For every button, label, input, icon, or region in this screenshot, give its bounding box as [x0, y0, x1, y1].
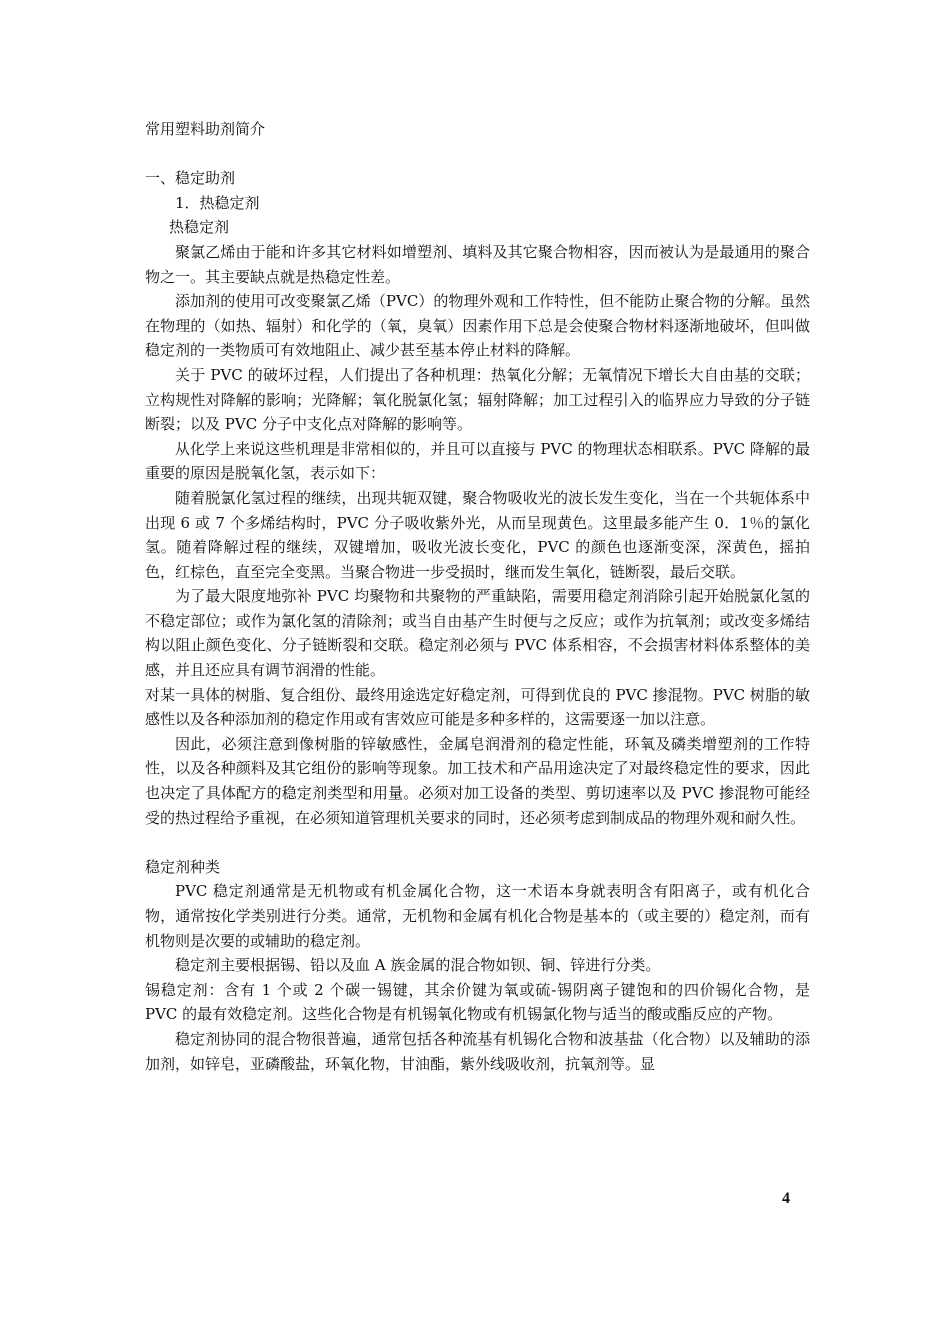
paragraph-11: 锡稳定剂：含有 1 个或 2 个碳一锡键，其余价键为氧或硫-锡阴离子键饱和的四价锡化合物，是 PVC 的最有效稳定剂。这些化合物是有机锡氧化物或有机锡氯化物与适当的酸或酯反应的产物。 — [145, 980, 810, 1024]
section-heading-stabilizers: 一、稳定助剂 — [145, 169, 236, 188]
page-number: 4 — [782, 1190, 790, 1207]
subsection-label-heat-stabilizer: 热稳定剂 — [169, 218, 230, 237]
paragraph-3: 关于 PVC 的破坏过程，人们提出了各种机理：热氧化分解；无氧情况下增长大自由基的交联；立构规性对降解的影响；光降解；氧化脱氯化氢；辐射降解；加工过程引入的临界应力导致的分子链断裂；以及 PVC 分子中支化点对降解的影响等。 — [145, 365, 810, 434]
spacer — [145, 142, 810, 167]
paragraph-12: 稳定剂协同的混合物很普遍，通常包括各种流基有机锡化合物和波基盐（化合物）以及辅助的添加剂，如锌皂，亚磷酸盐，环氧化物，甘油酯，紫外线吸收剂，抗氧剂等。显 — [145, 1029, 810, 1073]
paragraph-7: 对某一具体的树脂、复合组份、最终用途选定好稳定剂，可得到优良的 PVC 掺混物。PVC 树脂的敏感性以及各种添加剂的稳定作用或有害效应可能是多种多样的，这需要逐一加以注意。 — [145, 685, 810, 729]
document-body — [145, 117, 810, 1076]
spacer — [145, 830, 810, 855]
paragraph-8: 因此，必须注意到像树脂的锌敏感性，金属皂润滑剂的稳定性能，环氧及磷类增塑剂的工作特性，以及各种颜料及其它组份的影响等现象。加工技术和产品用途决定了对最终稳定性的要求，因此也决定了具体配方的稳定剂类型和用量。必须对加工设备的类型、剪切速率以及 PVC 掺混物可能经受的热过程给予重视，在必须知道管理机关要求的同时，还必须考虑到制成品的物理外观和耐久性。 — [145, 734, 810, 827]
paragraph-4: 从化学上来说这些机理是非常相似的，并且可以直接与 PVC 的物理状态相联系。PVC 降解的最重要的原因是脱氧化氢，表示如下： — [145, 439, 810, 483]
paragraph-5: 随着脱氯化氢过程的继续，出现共轭双键，聚合物吸收光的波长发生变化，当在一个共轭体系中出现 6 或 7 个多烯结构时，PVC 分子吸收紫外光，从而呈现黄色。这里最多能产生 0．1％的氯化氢。随着降解过程的继续，双键增加，吸收光波长变化，PVC 的颜色也逐渐变深，深黄色，摇拍色，红棕色，直至完全变黑。当聚合物进一步受损时，继而发生氧化，链断裂，最后交联。 — [145, 488, 810, 581]
paragraph-6: 为了最大限度地弥补 PVC 均聚物和共聚物的严重缺陷，需要用稳定剂消除引起开始脱氯化氢的不稳定部位；或作为氯化氢的清除剂；或当自由基产生时便与之反应；或作为抗氧剂；或改变多烯结构以阻止颜色变化、分子链断裂和交联。稳定剂必须与 PVC 体系相容，不会损害材料体系整体的美感，并且还应具有调节润滑的性能。 — [145, 587, 810, 680]
paragraph-9: PVC 稳定剂通常是无机物或有机金属化合物，这一术语本身就表明含有阳离子，或有机化合物，通常按化学类别进行分类。通常，无机物和金属有机化合物是基本的（或主要的）稳定剂，而有机物则是次要的或辅助的稳定剂。 — [145, 882, 810, 950]
paragraph-2: 添加剂的使用可改变聚氯乙烯（PVC）的物理外观和工作特性，但不能防止聚合物的分解。虽然在物理的（如热、辐射）和化学的（氧，臭氧）因素作用下总是会使聚合物材料逐渐地破坏，但叫做稳定剂的一类物质可有效地阻止、减少甚至基本停止材料的降解。 — [145, 292, 810, 360]
document-title: 常用塑料助剂简介 — [145, 120, 266, 138]
paragraph-10: 稳定剂主要根据锡、铅以及血 A 族金属的混合物如钡、铜、锌进行分类。 — [175, 956, 661, 975]
paragraph-1: 聚氯乙烯由于能和许多其它材料如增塑剂、填料及其它聚合物相容，因而被认为是最通用的聚合物之一。其主要缺点就是热稳定性差。 — [145, 242, 810, 286]
subsection-heading-heat-stabilizer: 1．热稳定剂 — [175, 193, 260, 212]
section-heading-stabilizer-types: 稳定剂种类 — [145, 857, 221, 876]
